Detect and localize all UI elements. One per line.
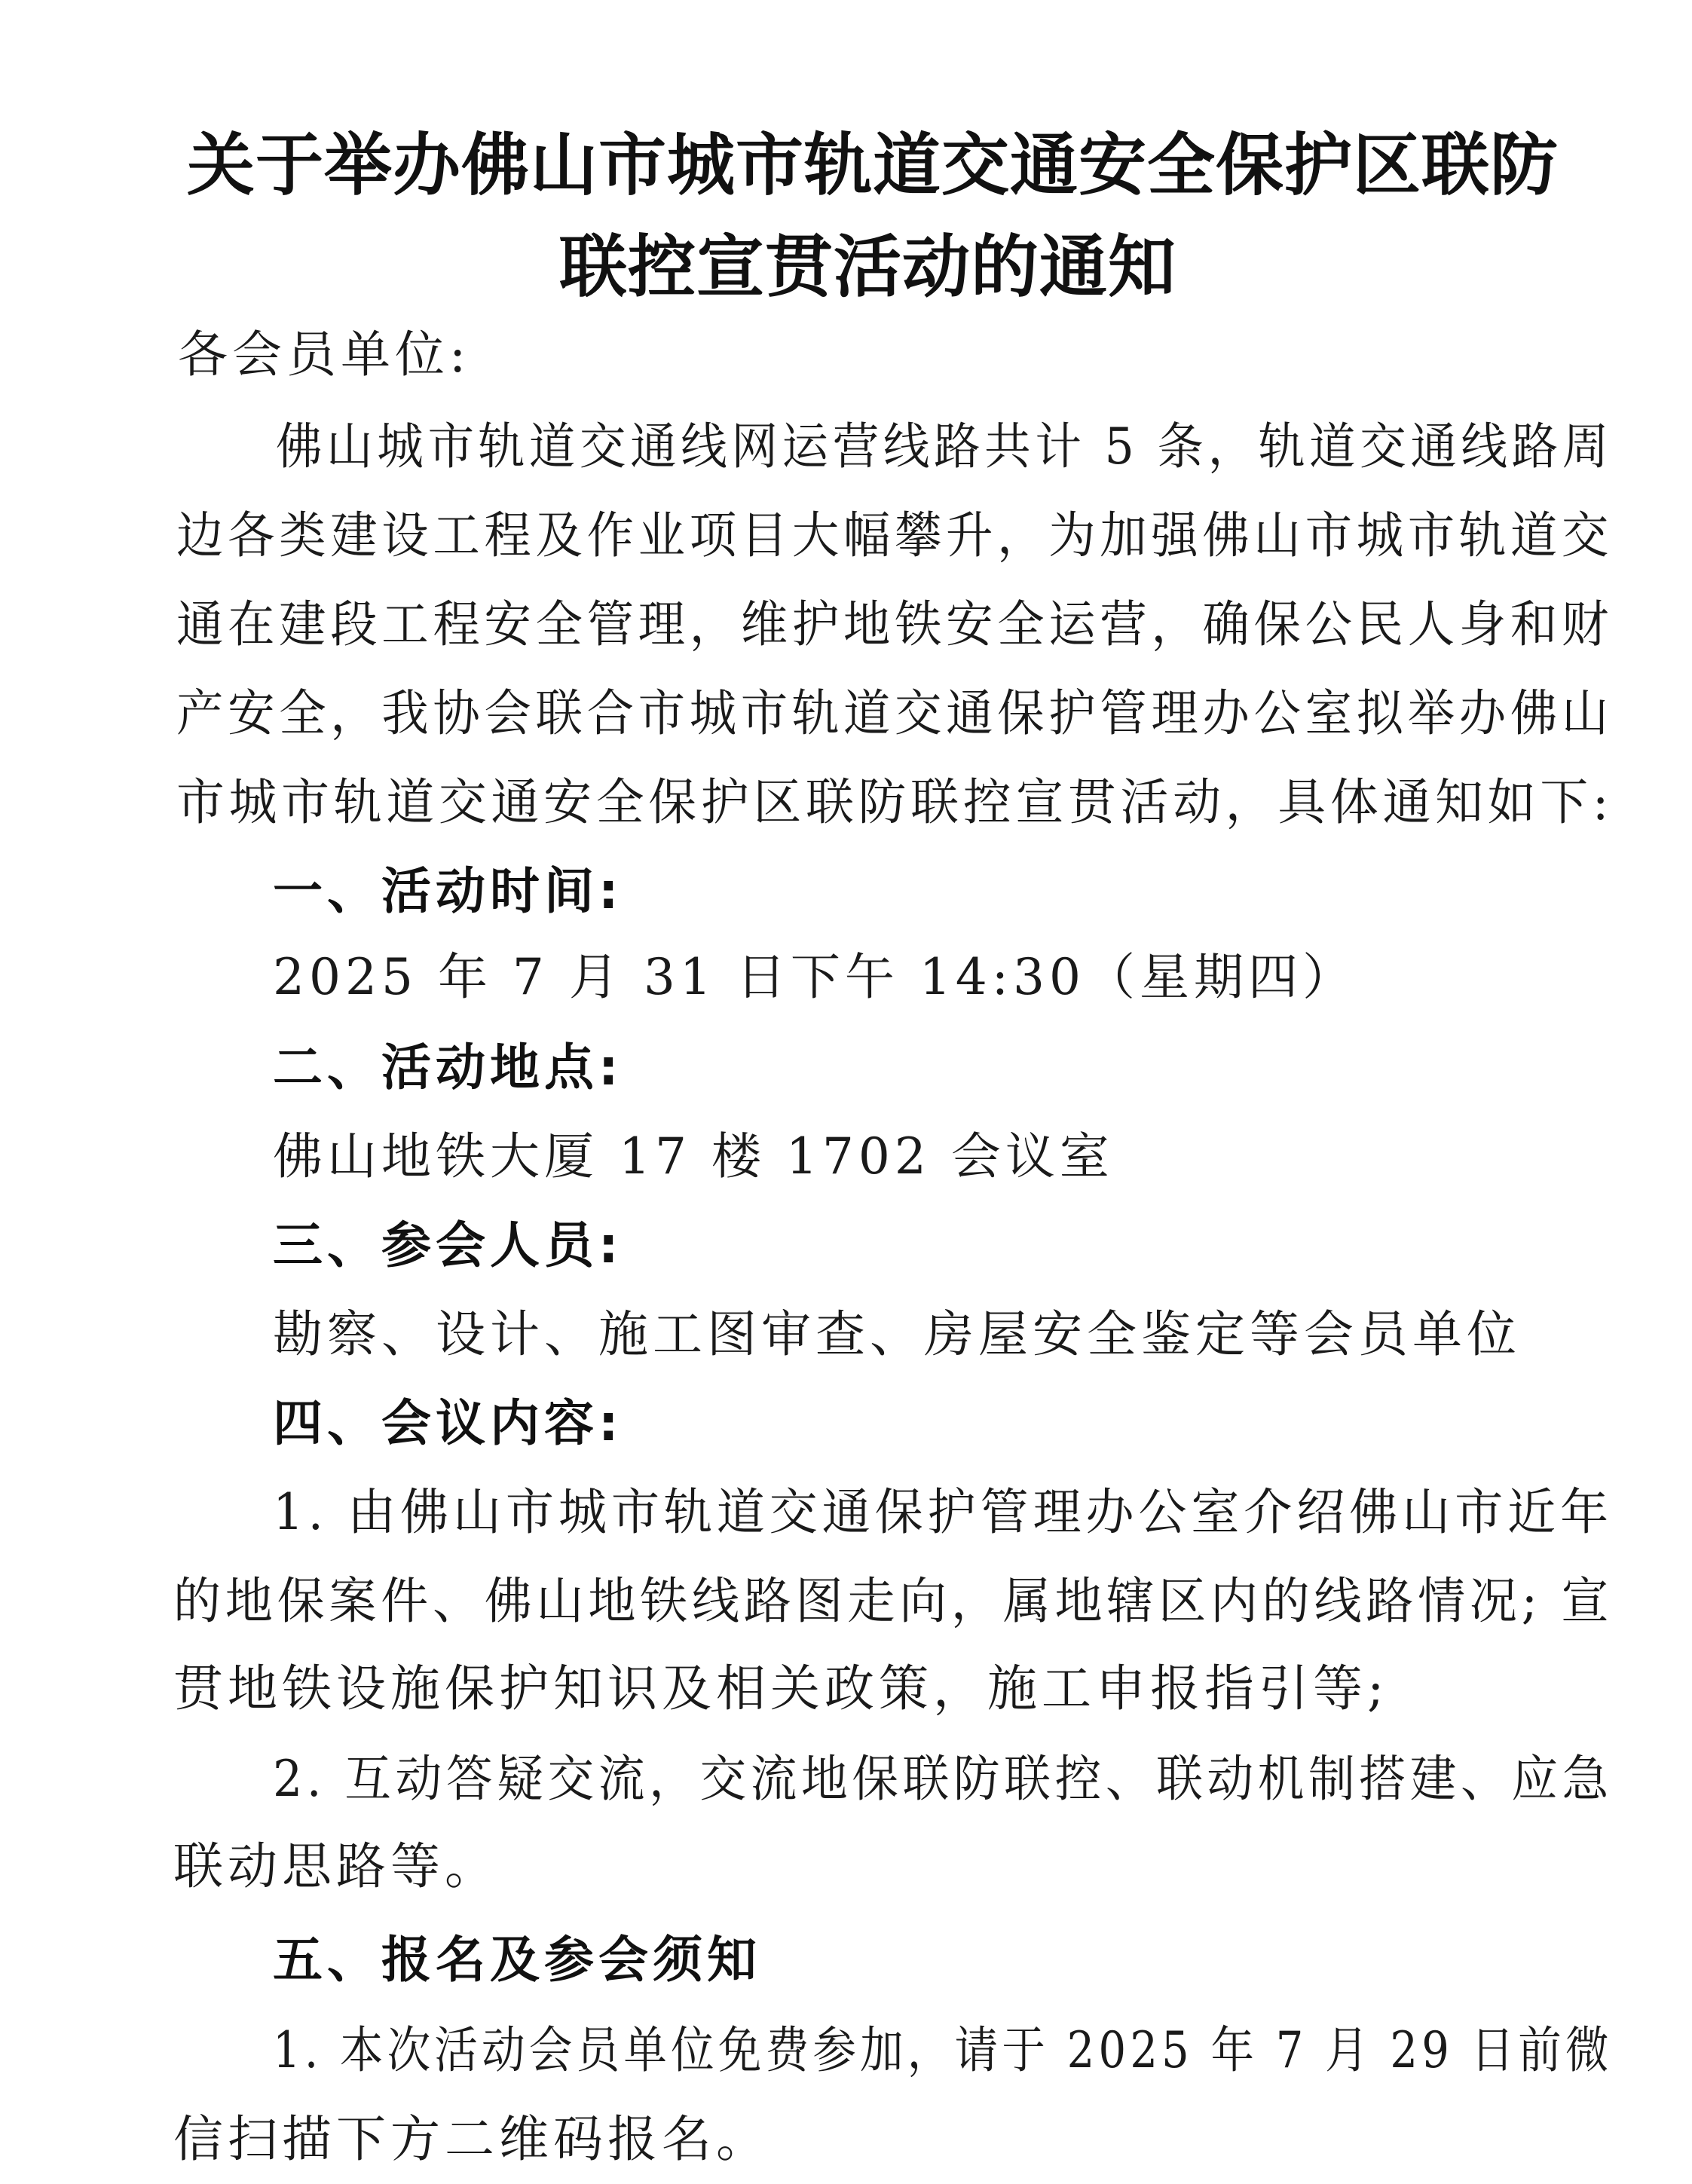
contents-item-line: 1. 由佛山市城市轨道交通保护管理办公室介绍佛山市近年 [273, 1483, 1613, 1541]
intro-line: 市城市轨道交通安全保护区联防联控宣贯活动，具体通知如下: [176, 773, 1614, 831]
registration-item-line: 1. 本次活动会员单位免费参加，请于 2025 年 7 月 29 日前微 [273, 2021, 1613, 2079]
intro-line: 产安全，我协会联合市城市轨道交通保护管理办公室拟举办佛山 [176, 684, 1613, 742]
contents-item-line: 的地保案件、佛山地铁线路图走向，属地辖区内的线路情况; 宣 [173, 1572, 1614, 1630]
contents-item-line: 贯地铁设施保护知识及相关政策，施工申报指引等; [173, 1659, 1389, 1718]
event-place: 佛山地铁大厦 17 楼 1702 会议室 [273, 1127, 1114, 1185]
registration-item-line: 信扫描下方二维码报名。 [173, 2110, 770, 2168]
title-line-2: 联控宣贯活动的通知 [559, 228, 1176, 307]
section-heading-attendees: 三、参会人员: [273, 1216, 623, 1274]
event-time: 2025 年 7 月 31 日下午 14:30（星期四） [273, 948, 1357, 1006]
salutation: 各会员单位: [178, 326, 471, 384]
section-heading-time: 一、活动时间: [273, 862, 623, 920]
section-heading-contents: 四、会议内容: [273, 1394, 623, 1452]
title-line-1: 关于举办佛山市城市轨道交通安全保护区联防 [187, 126, 1559, 205]
section-heading-place: 二、活动地点: [273, 1038, 623, 1097]
attendees: 勘察、设计、施工图审查、房屋安全鉴定等会员单位 [273, 1305, 1521, 1363]
section-heading-registration: 五、报名及参会须知 [273, 1931, 761, 1989]
intro-line: 通在建段工程安全管理，维护地铁安全运营，确保公民人身和财 [176, 595, 1613, 653]
intro-line: 边各类建设工程及作业项目大幅攀升，为加强佛山市城市轨道交 [176, 506, 1613, 564]
contents-item-line: 2. 互动答疑交流，交流地保联防联控、联动机制搭建、应急 [273, 1750, 1613, 1808]
contents-item-line: 联动思路等。 [173, 1837, 499, 1895]
intro-line: 佛山城市轨道交通线网运营线路共计 5 条，轨道交通线路周 [276, 418, 1613, 476]
